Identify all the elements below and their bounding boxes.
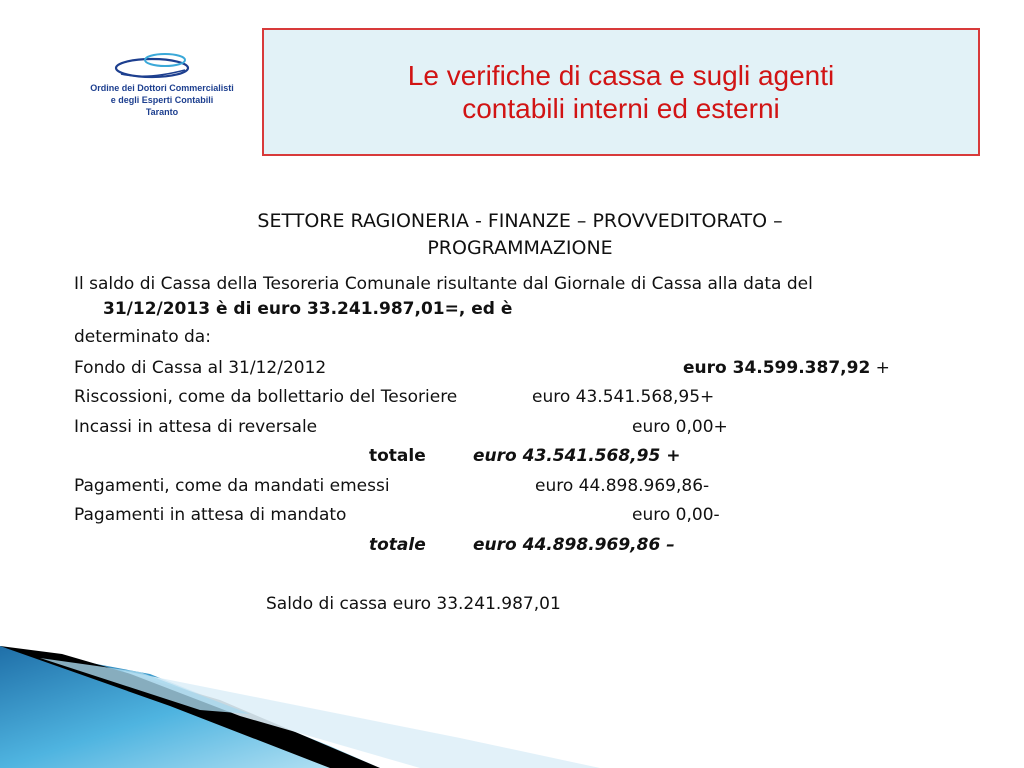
slide-title-line-1: Le verifiche di cassa e sugli agenti bbox=[407, 59, 835, 91]
saldo-finale: Saldo di cassa euro 33.241.987,01 bbox=[266, 594, 561, 614]
row-label-riscossioni: Riscossioni, come da bollettario del Tesoriere bbox=[74, 387, 458, 407]
logo bbox=[62, 50, 262, 130]
row-amount-pagamenti: euro 44.898.969,86- bbox=[535, 476, 710, 496]
row-label-incassi: Incassi in attesa di reversale bbox=[74, 417, 318, 437]
row-amount-fondo-cassa-value: euro 34.599.387,92 bbox=[683, 358, 871, 378]
logo-swirl-icon bbox=[107, 50, 217, 82]
section-heading-line-1: SETTORE RAGIONERIA - FINANZE – PROVVEDITORATO – bbox=[257, 210, 783, 232]
section-heading-line-2: PROGRAMMAZIONE bbox=[427, 237, 613, 259]
row-amount-riscossioni: euro 43.541.568,95+ bbox=[532, 387, 715, 407]
logo-text-line-2: e degli Esperti Contabili bbox=[110, 95, 214, 105]
slide-title bbox=[408, 59, 834, 125]
row-label-pagamenti-attesa: Pagamenti in attesa di mandato bbox=[74, 505, 347, 525]
row-amount-incassi: euro 0,00+ bbox=[632, 417, 728, 437]
logo-text-line-1: Ordine dei Dottori Commercialisti bbox=[90, 83, 234, 93]
decorative-swoosh bbox=[0, 618, 1024, 768]
total-amount-uscite: euro 44.898.969,86 – bbox=[473, 535, 675, 555]
intro-line-3: determinato da: bbox=[74, 327, 211, 347]
intro-line-1: Il saldo di Cassa della Tesoreria Comunale risultante dal Giornale di Cassa alla data del bbox=[74, 274, 813, 294]
total-amount-entrate: euro 43.541.568,95 + bbox=[473, 446, 681, 466]
row-amount-fondo-cassa-sign: + bbox=[870, 358, 890, 378]
row-label-fondo-cassa: Fondo di Cassa al 31/12/2012 bbox=[74, 358, 327, 378]
slide-title-line-2: contabili interni ed esterni bbox=[462, 93, 780, 124]
total-label-entrate: totale bbox=[369, 446, 426, 466]
intro-line-2: 31/12/2013 è di euro 33.241.987,01=, ed è bbox=[103, 299, 513, 319]
title-box bbox=[262, 28, 980, 156]
section-heading bbox=[160, 208, 880, 262]
row-label-pagamenti: Pagamenti, come da mandati emessi bbox=[74, 476, 390, 496]
row-amount-pagamenti-attesa: euro 0,00- bbox=[632, 505, 720, 525]
total-label-uscite: totale bbox=[369, 535, 426, 555]
logo-text-line-3: Taranto bbox=[145, 107, 179, 117]
row-amount-fondo-cassa bbox=[683, 358, 890, 378]
